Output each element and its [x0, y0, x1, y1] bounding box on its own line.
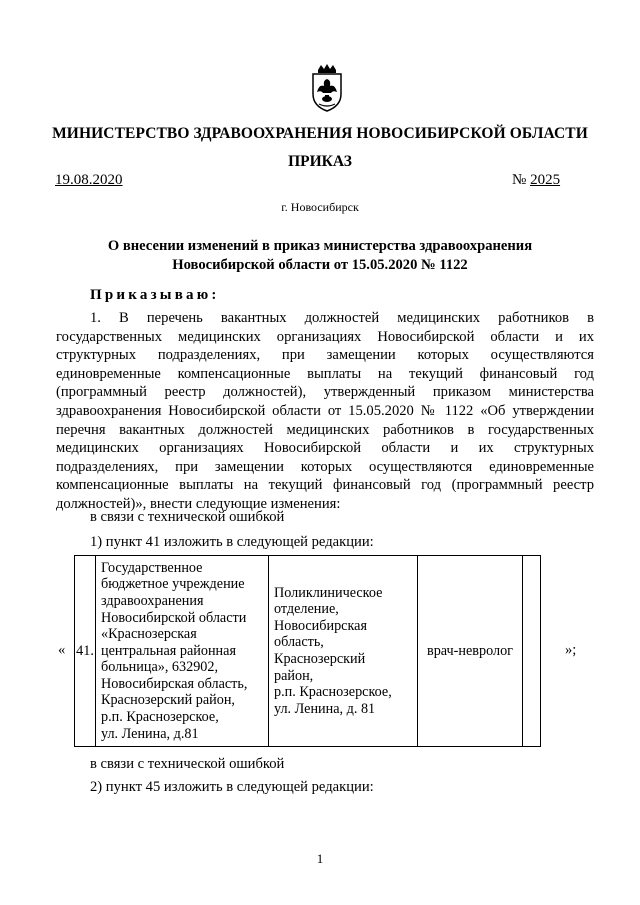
organization-line: ул. Ленина, д.81 — [101, 725, 199, 742]
subject-line-2: Новосибирской области от 15.05.2020 № 1122 — [172, 257, 468, 273]
organization-line: больница», 632902, — [101, 659, 219, 676]
order-title: ПРИКАЗ — [288, 153, 352, 170]
division-line: Краснозерский — [274, 651, 366, 667]
position-cell: врач-невролог — [418, 556, 523, 747]
organization-line: бюджетное учреждение — [101, 576, 245, 593]
tech-error-note-2: в связи с технической ошибкой — [90, 756, 285, 772]
organization-line: р.п. Краснозерское, — [101, 709, 219, 726]
division-cell — [269, 556, 418, 747]
order-subject — [0, 237, 640, 275]
organization-line: Новосибирская область, — [101, 675, 248, 692]
order-number-value: 2025 — [530, 172, 561, 188]
division-line: область, — [274, 634, 324, 651]
ministry-name: МИНИСТЕРСТВО ЗДРАВООХРАНЕНИЯ НОВОСИБИРСКОЙ ОБЛАСТИ — [52, 125, 588, 142]
close-quote: »; — [565, 642, 577, 658]
paragraph-1: 1. В перечень вакантных должностей медицинских работников в государственных медицинских организациях Новосибирской области и их структурных подразделениях, при замещении которых осуществляются единовременные компенсационные выплаты на текущий финансовый год (программный реестр должностей), утвержденный приказом министерства здравоохранения Новосибирской области от 15.05.2020 № 1122 «Об утверждении перечня вакантных должностей медицинских работников в государственных медицинских организациях Новосибирской области и их структурных подразделениях, при замещении которых осуществляются единовременные компенсационные выплаты на текущий финансовый год (программный реестр должностей)», внести следующие изменения: — [56, 310, 594, 512]
division-line: Поликлиническое — [274, 584, 383, 601]
table — [74, 555, 541, 747]
division-line: ул. Ленина, д. 81 — [274, 700, 376, 717]
amendment-table — [55, 555, 593, 747]
organization-line: центральная районная — [101, 642, 236, 659]
table-row — [75, 556, 541, 747]
tech-error-note-1: в связи с технической ошибкой — [90, 509, 285, 525]
organization-line: Новосибирской области — [101, 609, 247, 626]
division-line: район, — [274, 667, 314, 684]
item-45-instruction: 2) пункт 45 изложить в следующей редакции: — [90, 779, 374, 795]
organization-line: здравоохранения — [101, 592, 204, 609]
organization-line: Краснозерский район, — [101, 692, 235, 709]
coat-of-arms-icon — [309, 64, 345, 112]
city: г. Новосибирск — [281, 200, 359, 214]
open-quote: « — [58, 642, 66, 658]
page-number: 1 — [316, 851, 324, 866]
division-line: отделение, — [274, 601, 339, 618]
order-number-prefix: № — [512, 172, 527, 188]
organization-cell — [96, 556, 269, 747]
division-line: р.п. Краснозерское, — [274, 684, 392, 701]
order-date: 19.08.2020 — [55, 172, 123, 188]
orders-word: Приказываю: — [90, 287, 220, 303]
item-41-instruction: 1) пункт 41 изложить в следующей редакции: — [90, 534, 374, 550]
order-number — [512, 172, 560, 189]
organization-line: Государственное — [101, 559, 203, 576]
organization-line: «Краснозерская — [101, 626, 197, 643]
empty-cell — [523, 556, 541, 747]
division-line: Новосибирская — [274, 617, 367, 634]
row-number: 41. — [75, 556, 96, 747]
subject-line-1: О внесении изменений в приказ министерства здравоохранения — [107, 238, 533, 254]
